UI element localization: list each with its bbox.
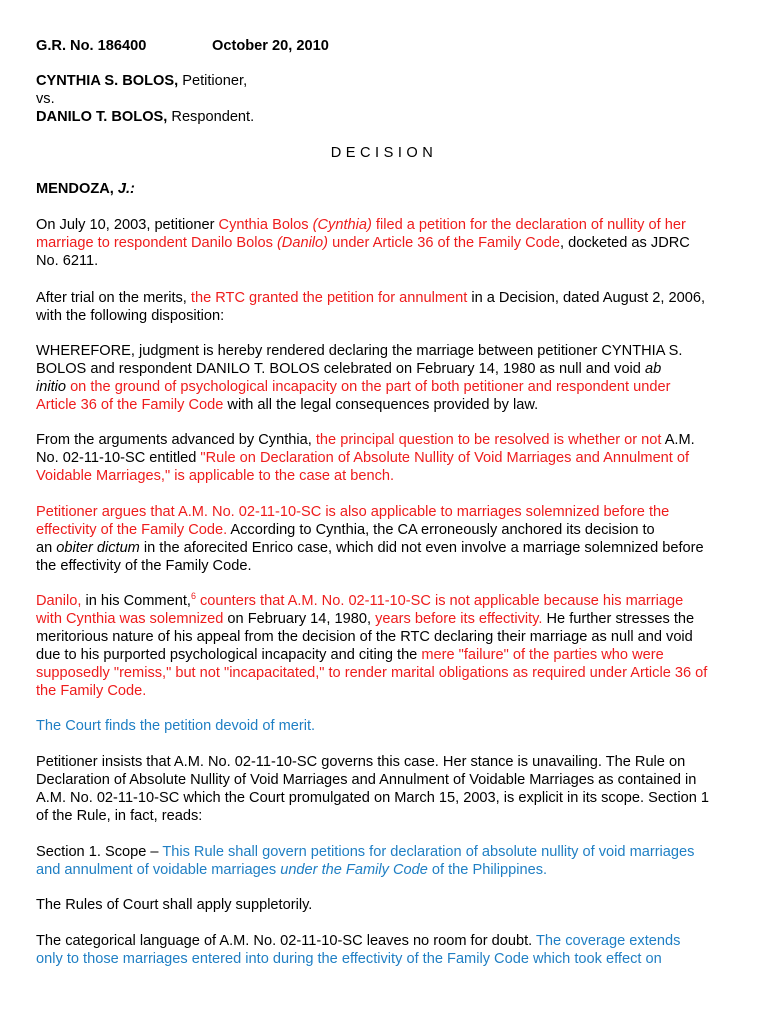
paragraph-6-line-6 (36, 682, 146, 700)
paragraph-9-line-1 (36, 843, 694, 861)
text-run: with all the legal consequences provided by law. (223, 397, 539, 413)
text-run: On July 10, 2003, petitioner (36, 217, 219, 233)
highlight-red: Article 36 of the Family Code (36, 397, 224, 413)
ponente-name: MENDOZA, (36, 181, 118, 197)
text-run: due to his purported psychological incapacity and citing the (36, 647, 422, 663)
text-run: meritorious nature of his appeal from the decision of the RTC declaring their marriage as null and void (36, 629, 693, 645)
case-number (36, 37, 146, 55)
text-run: He further stresses the (542, 611, 695, 627)
versus-text: vs. (36, 91, 55, 107)
paragraph-10-line-1 (36, 896, 312, 914)
petitioner-line (36, 72, 247, 90)
text-run: of the Rule, in fact, reads: (36, 808, 203, 824)
paragraph-8-line-2 (36, 771, 696, 789)
highlight-red: the RTC granted the petition for annulment (190, 290, 468, 306)
decision-date-text: October 20, 2010 (212, 38, 329, 54)
highlight-red: the principal question to be resolved is whether or not (315, 432, 662, 448)
text-run-italic: obiter dictum (56, 540, 140, 556)
paragraph-8-line-3 (36, 789, 709, 807)
text-run: in his Comment, (81, 593, 191, 609)
paragraph-7-line-1 (36, 717, 315, 735)
paragraph-9-line-2 (36, 861, 547, 879)
paragraph-5-line-1 (36, 503, 669, 521)
text-run: No. 6211. (36, 253, 99, 269)
text-run: According to Cynthia, the CA erroneously anchored its decision to (227, 522, 655, 538)
highlight-red: mere "failure" of the parties who were (421, 647, 664, 663)
text-run: No. 02-11-10-SC entitled (36, 450, 201, 466)
highlight-red: "Rule on Declaration of Absolute Nullity of Void Marriages and Annulment of (200, 450, 690, 466)
highlight-blue: This Rule shall govern petitions for declaration of absolute nullity of void marriages (162, 844, 695, 860)
decision-date (212, 37, 329, 55)
versus (36, 90, 55, 108)
petitioner-role: Petitioner, (178, 73, 248, 89)
text-run: with the following disposition: (36, 308, 225, 324)
text-run: A.M. No. 02-11-10-SC which the Court promulgated on March 15, 2003, is explicit in its scope. Section 1 (36, 790, 709, 806)
highlight-red: (Danilo) (276, 235, 329, 251)
paragraph-5-line-3 (36, 539, 704, 557)
paragraph-4-line-2 (36, 449, 689, 467)
footnote-marker[interactable]: 6 (190, 591, 196, 601)
highlight-red: effectivity of the Family Code. (36, 522, 228, 538)
paragraph-8-line-1 (36, 753, 685, 771)
highlight-red: counters that A.M. No. 02-11-10-SC is not applicable because his marriage (195, 593, 684, 609)
case-number-text: G.R. No. 186400 (36, 38, 147, 54)
text-run: The categorical language of A.M. No. 02-11-10-SC leaves no room for doubt. (36, 933, 536, 949)
highlight-red: the Family Code. (36, 683, 147, 699)
paragraph-8-line-4 (36, 807, 202, 825)
paragraph-6-line-3 (36, 628, 693, 646)
petitioner-name: CYNTHIA S. BOLOS, (36, 73, 179, 89)
text-run: the effectivity of the Family Code. (36, 558, 252, 574)
text-run: A.M. (661, 432, 695, 448)
paragraph-1-line-3 (36, 252, 98, 270)
paragraph-11-line-1 (36, 932, 680, 950)
highlight-red: filed a petition for the declaration of nullity of her (371, 217, 686, 233)
text-run: on February 14, 1980, (223, 611, 376, 627)
text-run: The Rules of Court shall apply suppletorily. (36, 897, 313, 913)
text-run: From the arguments advanced by Cynthia, (36, 432, 316, 448)
text-run: Declaration of Absolute Nullity of Void Marriages and Annulment of Voidable Marriages as contained in (36, 772, 697, 788)
text-run: After trial on the merits, (36, 290, 191, 306)
highlight-red: (Cynthia) (312, 217, 372, 233)
ponente (36, 180, 135, 198)
highlight-red: Voidable Marriages," is applicable to the case at bench. (36, 468, 395, 484)
text-run: in the aforecited Enrico case, which did not even involve a marriage solemnized before (139, 540, 704, 556)
disposition-line-3 (36, 378, 670, 396)
respondent-name: DANILO T. BOLOS, (36, 109, 168, 125)
text-run-italic: ab (644, 361, 662, 377)
text-run: Section 1. Scope – (36, 844, 163, 860)
highlight-red: on the ground of psychological incapacity on the part of both petitioner and respondent under (66, 379, 671, 395)
paragraph-6-line-1 (36, 592, 683, 610)
paragraph-5-line-4 (36, 557, 252, 575)
respondent-line (36, 108, 254, 126)
paragraph-1-line-2 (36, 234, 690, 252)
paragraph-6-line-4 (36, 646, 664, 664)
paragraph-6-line-5 (36, 664, 707, 682)
disposition-line-1 (36, 342, 682, 360)
highlight-red: years before its effectivity. (375, 611, 543, 627)
ponente-suffix: J.: (117, 181, 135, 197)
highlight-blue-italic: under the Family Code (280, 862, 428, 878)
highlight-red: Cynthia Bolos (218, 217, 313, 233)
highlight-blue: and annulment of voidable marriages (36, 862, 281, 878)
text-run: an (36, 540, 57, 556)
paragraph-1-line-1 (36, 216, 686, 234)
highlight-red: Danilo, (36, 593, 82, 609)
highlight-blue: only to those marriages entered into during the effectivity of the Family Code which took effect on (36, 951, 662, 967)
text-run: , docketed as JDRC (560, 235, 690, 251)
highlight-red: Petitioner argues that A.M. No. 02-11-10-SC is also applicable to marriages solemnized before the (36, 504, 670, 520)
highlight-red: marriage to respondent Danilo Bolos (36, 235, 277, 251)
paragraph-2-line-2 (36, 307, 224, 325)
paragraph-4-line-3 (36, 467, 394, 485)
highlight-blue: The Court finds the petition devoid of merit. (36, 718, 316, 734)
text-run: Petitioner insists that A.M. No. 02-11-10-SC governs this case. Her stance is unavailing. The Rule on (36, 754, 686, 770)
paragraph-5-line-2 (36, 521, 655, 539)
text-run: BOLOS and respondent DANILO T. BOLOS celebrated on February 14, 1980 as null and void (36, 361, 645, 377)
highlight-blue: The coverage extends (536, 933, 681, 949)
text-run: WHEREFORE, judgment is hereby rendered declaring the marriage between petitioner CYNTHIA S. (36, 343, 683, 359)
text-run-italic: initio (36, 379, 67, 395)
decision-title (0, 144, 768, 162)
highlight-red: supposedly "remiss," but not "incapacitated," to render marital obligations as required under Article 36 of (36, 665, 708, 681)
paragraph-4-line-1 (36, 431, 695, 449)
paragraph-6-line-2 (36, 610, 694, 628)
highlight-blue: of the Philippines. (427, 862, 548, 878)
text-run: in a Decision, dated August 2, 2006, (467, 290, 706, 306)
paragraph-11-line-2 (36, 950, 662, 968)
highlight-red: under Article 36 of the Family Code (328, 235, 561, 251)
disposition-line-4 (36, 396, 538, 414)
respondent-role: Respondent. (167, 109, 255, 125)
disposition-line-2 (36, 360, 661, 378)
highlight-red: with Cynthia was solemnized (36, 611, 224, 627)
paragraph-2-line-1 (36, 289, 705, 307)
decision-title-text: DECISION (330, 145, 438, 161)
